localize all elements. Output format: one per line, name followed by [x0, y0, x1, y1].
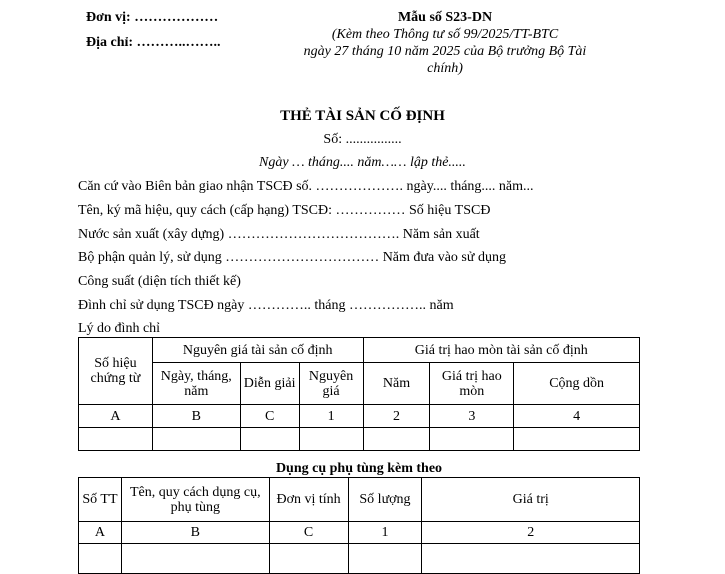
- empty-cell: [121, 544, 269, 574]
- card-number: Số: ................: [323, 132, 402, 147]
- code-cell: C: [269, 522, 348, 544]
- form-code: Mẫu số S23-DN: [397, 10, 493, 25]
- empty-cell: [363, 428, 430, 451]
- group-depreciation-header: Giá trị hao mòn tài sản cố định: [363, 338, 639, 363]
- field-department: Bộ phận quản lý, sử dụng …………………………… Năm đưa vào sử dụng: [78, 250, 506, 265]
- empty-cell: [269, 544, 348, 574]
- form-note-line1: (Kèm theo Thông tư số 99/2025/TT-BTC: [331, 27, 559, 42]
- accessories-table: [78, 477, 640, 574]
- col-value-header: Giá trị: [422, 478, 640, 522]
- unit-label: Đơn vị: ………………: [86, 10, 219, 25]
- form-note-line3: chính): [427, 61, 463, 76]
- col-unit-header: Đơn vị tính: [269, 478, 348, 522]
- col-no-header: Số TT: [79, 478, 122, 522]
- code-cell: C: [240, 405, 299, 428]
- field-suspension-reason: Lý do đình chỉ: [78, 321, 161, 336]
- address-label: Địa chỉ: ………..……..: [86, 35, 221, 50]
- form-note-line2: ngày 27 tháng 10 năm 2025 của Bộ trưởng Bộ Tài: [303, 44, 587, 59]
- col-voucher-header: Số hiệu chứng từ: [79, 338, 153, 405]
- empty-cell: [430, 428, 514, 451]
- col-description-header: Diễn giải: [240, 363, 299, 405]
- code-cell: A: [79, 405, 153, 428]
- code-cell: 2: [422, 522, 640, 544]
- col-date-header: Ngày, tháng, năm: [152, 363, 240, 405]
- empty-cell: [514, 428, 640, 451]
- col-year-header: Năm: [363, 363, 430, 405]
- code-cell: 3: [430, 405, 514, 428]
- code-cell: 1: [299, 405, 363, 428]
- code-cell: A: [79, 522, 122, 544]
- empty-cell: [422, 544, 640, 574]
- code-cell: 4: [514, 405, 640, 428]
- field-suspension: Đình chỉ sử dụng TSCĐ ngày ………….. tháng …………….. năm: [78, 298, 454, 313]
- col-depreciation-header: Giá trị hao mòn: [430, 363, 514, 405]
- empty-cell: [79, 428, 153, 451]
- asset-value-table: [78, 337, 640, 451]
- field-asset-name: Tên, ký mã hiệu, quy cách (cấp hạng) TSCĐ: …………… Số hiệu TSCĐ: [78, 203, 491, 218]
- col-accumulated-header: Cộng dồn: [514, 363, 640, 405]
- code-cell: 1: [348, 522, 422, 544]
- empty-cell: [240, 428, 299, 451]
- code-cell: B: [152, 405, 240, 428]
- field-origin: Nước sản xuất (xây dựng) ………………………………. Năm sản xuất: [78, 227, 480, 242]
- empty-cell: [152, 428, 240, 451]
- code-cell: B: [121, 522, 269, 544]
- col-cost-header: Nguyên giá: [299, 363, 363, 405]
- document-title: THẺ TÀI SẢN CỐ ĐỊNH: [280, 108, 445, 124]
- empty-cell: [299, 428, 363, 451]
- group-cost-header: Nguyên giá tài sản cố định: [152, 338, 363, 363]
- card-date: Ngày … tháng.... năm…… lập thẻ.....: [259, 155, 466, 170]
- empty-cell: [79, 544, 122, 574]
- accessories-title: Dụng cụ phụ tùng kèm theo: [275, 461, 443, 476]
- field-capacity: Công suất (diện tích thiết kế): [78, 274, 241, 289]
- col-qty-header: Số lượng: [348, 478, 422, 522]
- field-handover: Căn cứ vào Biên bản giao nhận TSCĐ số. ………………. ngày.... tháng.... năm...: [78, 179, 534, 194]
- code-cell: 2: [363, 405, 430, 428]
- col-name-header: Tên, quy cách dụng cụ, phụ tùng: [121, 478, 269, 522]
- empty-cell: [348, 544, 422, 574]
